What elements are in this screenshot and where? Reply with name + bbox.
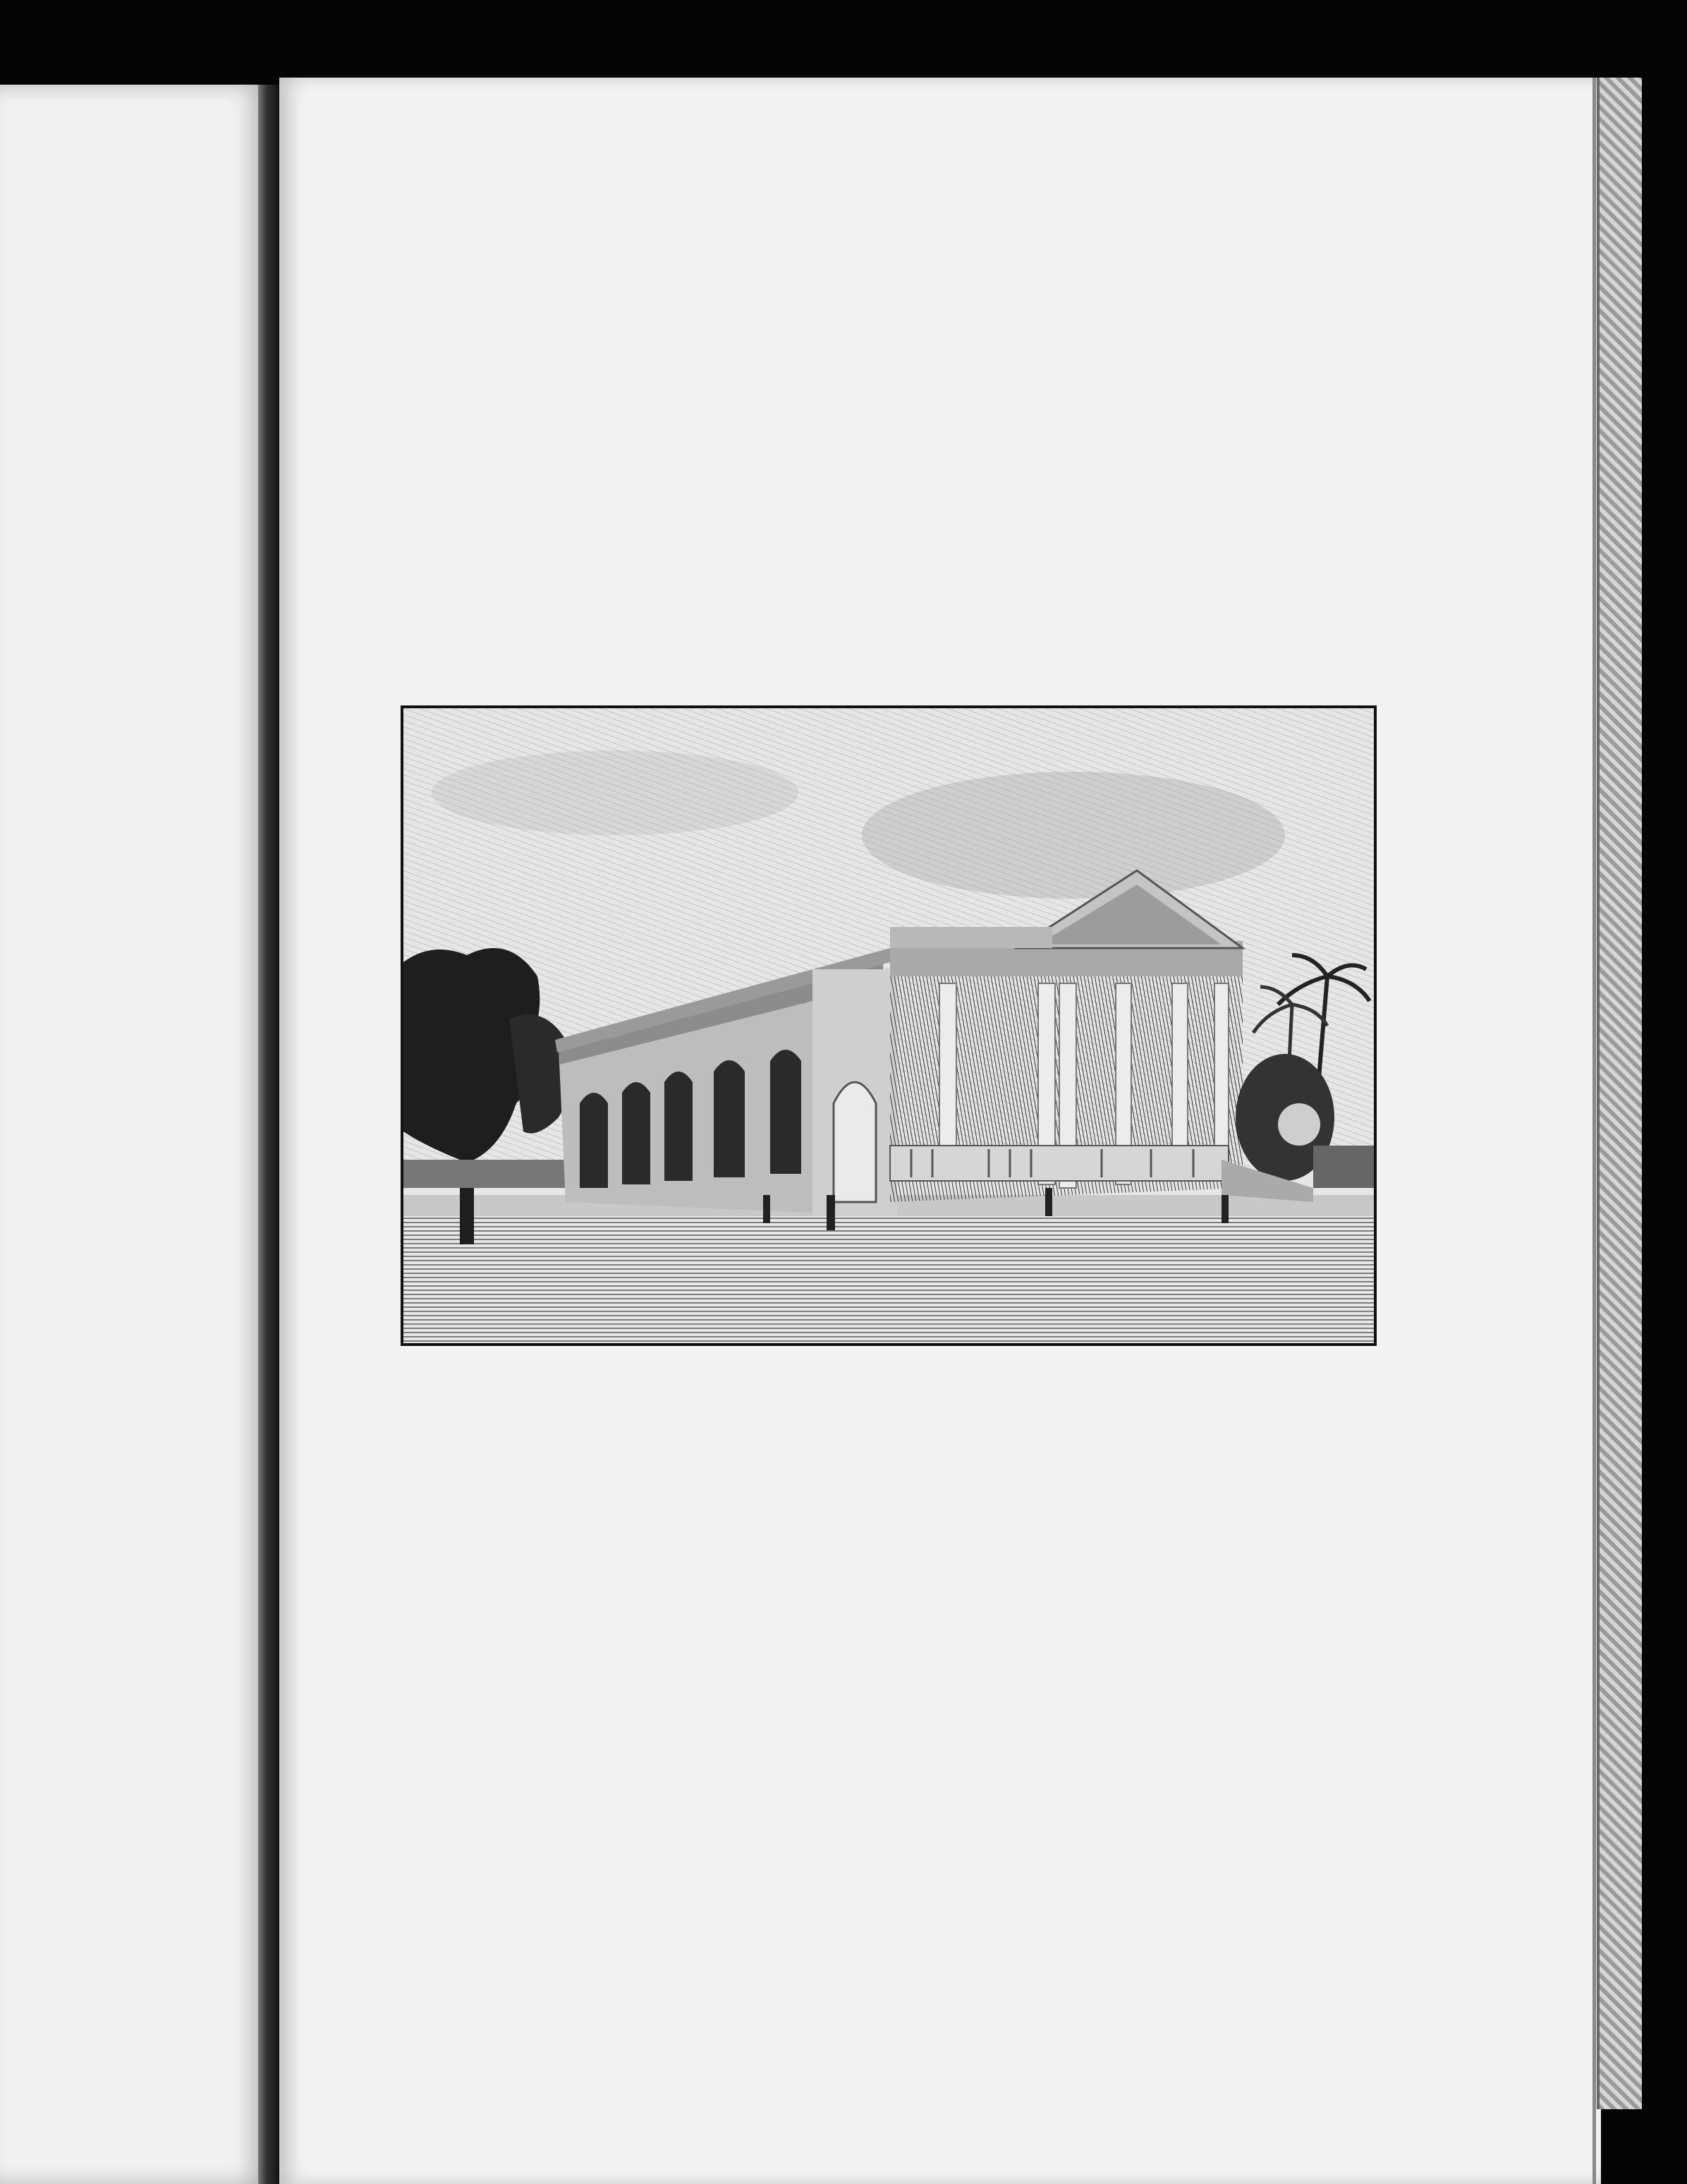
decorative-page-edge bbox=[1597, 78, 1642, 2109]
page-edge bbox=[1592, 78, 1596, 2184]
book-gutter bbox=[258, 85, 279, 2184]
church-illustration bbox=[401, 705, 1377, 1346]
left-page bbox=[0, 85, 267, 2184]
church-engraving bbox=[403, 708, 1374, 1343]
